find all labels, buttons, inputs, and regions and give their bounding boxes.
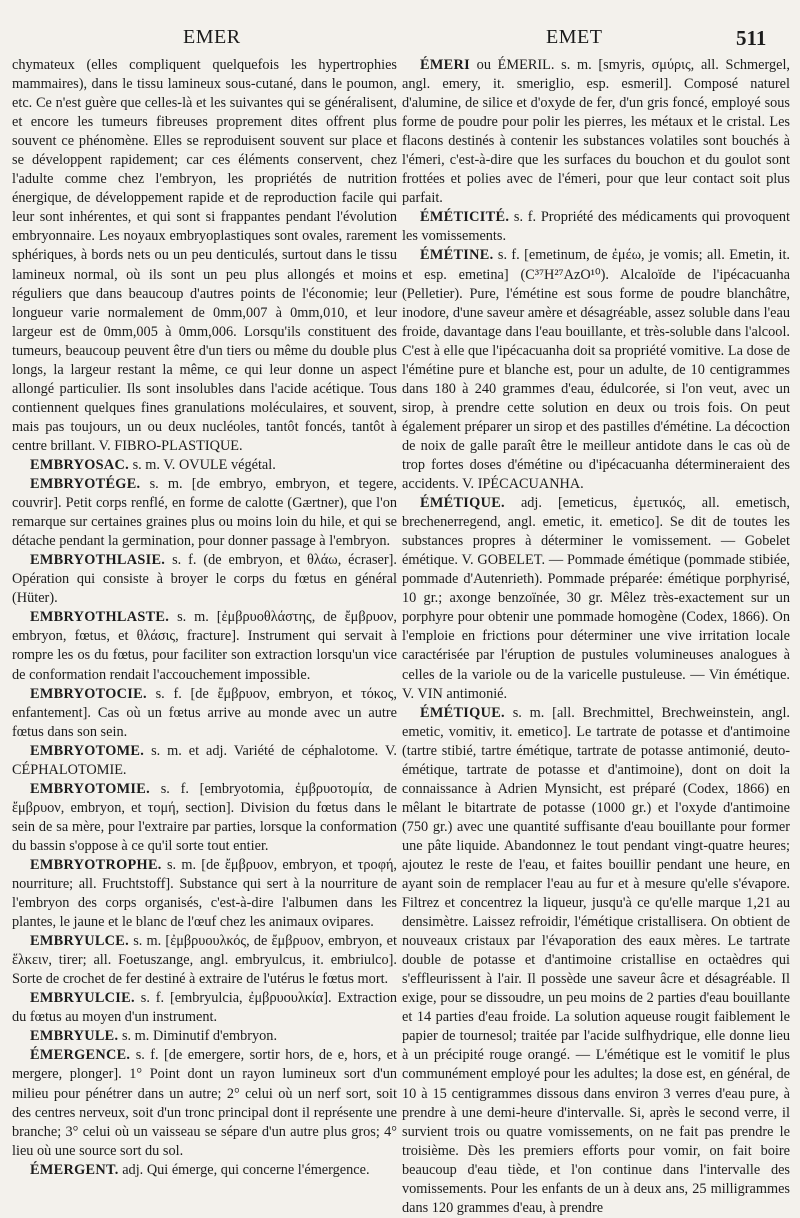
dictionary-entry [402,246,790,494]
page-header [0,26,800,56]
entry-text: s. m. [de ἔμβρυον, embryon, et τροφή, nourriture; all. Fruchtstoff]. Substance qui sert à la nourriture de l'embryon des corps organisés, c'est-à-dire l'albumen dans les plantes, le jaune et le blanc de l'œuf chez les animaux ovipares. [12,856,397,931]
entry-text: s. m. [ἐμβρυουλκός, de ἔμβρυον, embryon, et ἕλκειν, tirer; all. Foetuszange, angl. embryulcus, it. embriulco]. Sorte de crochet de fer destiné à extraire de l'utérus le fœtus mort. [12,933,397,988]
left-column [12,56,397,1180]
dictionary-entry [12,1161,397,1180]
dictionary-entry [12,742,397,780]
entry-headword: EMBRYULCIE. [30,990,135,1007]
entry-headword: ÉMERGENCE. [30,1047,131,1064]
entry-text: s. m. [de embryo, embryon, et tegere, couvrir]. Petit corps renflé, en forme de calotte (Gærtner), que l'on remarque sur certaines graines plus ou moins loin du hile, et qui se détache pendant la germination, pour donner passage à l'embryon. [12,476,397,550]
entry-headword: EMBRYOTHLASTE. [30,609,170,626]
entry-text: adj. [emeticus, ἐμετικός, all. emetisch, brechenerregend, angl. emetic, it. emetico]. Se dit de toutes les substances propres à déterminer le vomissement. — Gobelet émétique. V. GOBELET. — Pommade émétique (pommade stibiée, pommade d'Autenrieth). Pommade préparée: émétique porphyrisé, 10 gr.; axonge benzoïnée, 30 gr. Mêlez très-exactement sur un porphyre pour obtenir une pommade homogène (Codex, 1866). On l'emploie en frictions pour déterminer une vive irritation locale caractérisée par l'éruption de pustules volumineuses analogues à celles de la variole ou de la varicelle pustuleuse. — Vin émétique. V. VIN antimonié. [402,495,790,702]
entry-headword: EMBRYULE. [30,1028,119,1045]
entry-text: s. m. et adj. Variété de céphalotome. V. CÉPHALOTOMIE. [12,742,397,778]
entry-headword: EMBRYOTROPHE. [30,856,162,873]
entry-headword: EMBRYOTOME. [30,742,145,759]
entry-text: s. m. [all. Brechmittel, Brechweinstein, angl. emetic, vomitiv, it. emetico]. Le tartrate de potasse et d'antimoine (tartre stibié, tartre émétique, tartrate de potasse antimonié, deuto-émétique, tartrate de potasse et d'antimoine), dont on doit la connaissance à Adrien Mynsicht, est préparé (Codex, 1866) en mêlant le bitartrate de potasse (1000 gr.) et l'oxyde d'antimoine (750 gr.) avec une quantité suffisante d'eau bouillante pour former une pâte liquide. Abandonnez le tout pendant vingt-quatre heures; ajoutez le reste de l'eau, et faites bouillir pendant une heure, en ayant soin de remplacer l'eau au fur et à mesure qu'elle s'évapore. Filtrez et concentrez la liqueur, jusqu'à ce qu'elle marque 1,21 au densimètre. Laissez refroidir, l'émétique cristallisera. On obtient de nouveaux cristaux par l'évaporation des eaux mères. Le tartrate double de potasse et d'antimoine cristallise en octaèdres qui s'effleurissent à l'air. Il possède une saveur âcre et désagréable. Il exige, pour se dissoudre, un peu moins de 2 parties d'eau bouillante et 14 parties d'eau froide. La solution aqueuse rougit faiblement le papier de tournesol; traitée par l'acide sulfhydrique, elle donne lieu à un précipité rouge orangé. — L'émétique est le vomitif le plus communément employé pour les adultes; la dose est, en général, de 10 à 15 centigrammes dissous dans environ 3 verres d'eau pure, à prendre à une demi-heure d'intervalle. Si, après le second verre, il survient trois ou quatre vomissements, on ne fait pas prendre le troisième. Dès les premiers efforts pour vomir, on fait boire beaucoup d'eau tiède, et l'on continue dans l'intervalle des vomissements. Pour les enfants de un à deux ans, 25 milligrammes dans 120 grammes d'eau, à prendre [402,704,790,1216]
dictionary-entry [402,494,790,704]
entry-headword: ÉMÉTINE. [420,247,494,264]
entry-text: s. f. (de embryon, et θλάω, écraser]. Opération qui consiste à broyer le corps du fœtus en général (Hüter). [12,552,397,607]
running-head-left: EMER [183,26,241,48]
entry-headword: EMBRYOSAC. [30,456,130,473]
dictionary-entry [12,56,397,456]
entry-text: s. f. [embryotomia, ἐμβρυοτομία, de ἔμβρυον, embryon, et τομή, section]. Division du fœtus dans le sein de sa mère, pour l'extraire par parties, lorsque la conformation du bassin s'oppose à ce qu'il sorte tout entier. [12,780,397,854]
entry-text: s. f. [de emergere, sortir hors, de e, hors, et mergere, plonger]. 1° Point dont un rayon lumineux sort d'un milieu pour pénétrer dans un autre; 2° celui où un nerf sort, soit des centres nerveux, soit d'un tronc principal dont il représente une branche; 3° celui où un vaisseau se sépare d'un autre plus gros; 4° lieu où une source sort du sol. [12,1047,397,1159]
entry-text: chymateux (elles compliquent quelquefois les hypertrophies mammaires), dans le tissu lamineux sous-cutané, dans le poumon, etc. Ce n'est guère que celles-là et les suivantes qui se généralisent, et encore les tumeurs fibreuses proprement dites offrent plus souvent ce phénomène. Elles se reproduisent souvent sur place et se développent rapidement; car ces éléments conservent, chez l'adulte comme chez l'embryon, les propriétés de nutrition énergique, de développement rapide et de reproduction facile qui leur sont inhérentes, et qui sont si frappantes pendant l'évolution embryonnaire. Les noyaux embryoplastiques sont ovales, rarement sphériques, à bords nets ou un peu denticulés, surtout dans le tissu lamineux normal, où ils sont un peu plus allongés et moins réguliers que dans beaucoup d'autres points de l'économie; leur longueur varie normalement de 0mm,007 à 0mm,010, et leur largeur est de 0mm,005 à 0mm,006. Lorsqu'ils constituent des tumeurs, beaucoup peuvent être d'un tiers ou même du double plus longs, la largeur restant la même, ce qui leur donne un aspect allongé particulier. Ils sont insolubles dans l'acide acétique. Tous contiennent quelques fines granulations moléculaires, et souvent, mais pas toujours, un ou deux nucléoles, tantôt foncés, tantôt à centre brillant. V. FIBRO-PLASTIQUE. [12,57,397,454]
dictionary-entry [12,608,397,684]
entry-text: ou ÉMERIL. s. m. [smyris, σμύρις, all. Schmergel, angl. emery, it. smeriglio, esp. esmeril]. Composé naturel d'alumine, de silice et d'oxyde de fer, d'un gris foncé, employé sous forme de poudre pour polir les pierres, les métaux et le cristal. Les flacons destinés à contenir les substances volatiles sont bouchés à l'émeri, c'est-à-dire que les surfaces du bouchon et du goulot sont frottées et polies avec de l'émeri, pour que leur contact soit plus parfait. [402,57,790,207]
entry-headword: EMBRYOTOCIE. [30,685,147,702]
dictionary-entry [12,475,397,551]
entry-headword: ÉMÉTIQUE. [420,704,505,721]
entry-text: s. m. V. OVULE végétal. [129,456,276,473]
running-head-right: EMET [546,26,603,48]
entry-text: s. f. [emetinum, de ἐμέω, je vomis; all. Emetin, it. et esp. emetina] (C³⁷H²⁷AzO¹⁰). Alcaloïde de l'ipécacuanha (Pelletier). Pure, l'émétine est sous forme de poudre blanchâtre, inodore, d'une saveur amère et désagréable, assez soluble dans l'eau froide, davantage dans l'eau bouillante, et très-soluble dans l'alcool. C'est à elle que l'ipécacuanha doit sa propriété vomitive. La dose de l'émétine pure et blanche est, pour un adulte, de 10 centigrammes dans 180 à 240 grammes d'eau, édulcorée, si l'on veut, avec un sirop, à prendre cette solution en deux ou trois fois. On peut également préparer un sirop et des pastilles d'émétine. La décoction de noix de galle paraît être le meilleur antidote dans le cas où de trop fortes doses d'émétine ou d'ipécacuanha détermineraient des accidents. V. IPÉCACUANHA. [402,247,790,493]
dictionary-entry [402,56,790,208]
entry-text: s. m. Diminutif d'embryon. [118,1028,278,1045]
entry-headword: ÉMERGENT. [30,1161,119,1178]
entry-headword: ÉMERI [420,57,470,73]
dictionary-entry [12,551,397,608]
entry-headword: ÉMÉTIQUE. [420,495,505,512]
entry-text: s. f. Propriété des médicaments qui provoquent les vomissements. [402,209,790,245]
dictionary-entry [12,856,397,932]
dictionary-entry [402,704,790,1218]
entry-headword: EMBRYOTHLASIE. [30,552,166,569]
entry-headword: EMBRYULCE. [30,933,130,950]
dictionary-entry [12,456,397,475]
dictionary-entry [12,685,397,742]
page-number: 511 [736,26,767,50]
dictionary-entry [402,208,790,246]
entry-text: s. f. [embryulcia, ἐμβρυουλκία]. Extraction du fœtus au moyen d'un instrument. [12,990,397,1026]
dictionary-entry [12,1027,397,1046]
entry-headword: EMBRYOTOMIE. [30,780,150,797]
entry-headword: ÉMÉTICITÉ. [420,209,510,226]
dictionary-entry [12,932,397,989]
right-column [402,56,790,1218]
entry-text: adj. Qui émerge, qui concerne l'émergence. [118,1161,370,1178]
dictionary-entry [12,989,397,1027]
entry-text: s. f. [de ἔμβρυον, embryon, et τόκος, enfantement]. Cas où un fœtus arrive au monde avec un autre fœtus dans son sein. [12,685,397,740]
entry-text: s. m. [ἐμβρυοθλάστης, de ἔμβρυον, embryon, fœtus, et θλάσις, fracture]. Instrument qui servait à rompre les os du fœtus, pour faciliter son extraction lorsqu'un vice de conformation rendait l'accouchement impossible. [12,609,397,683]
dictionary-entry [12,780,397,856]
entry-headword: EMBRYOTÉGE. [30,476,141,493]
dictionary-entry [12,1046,397,1160]
